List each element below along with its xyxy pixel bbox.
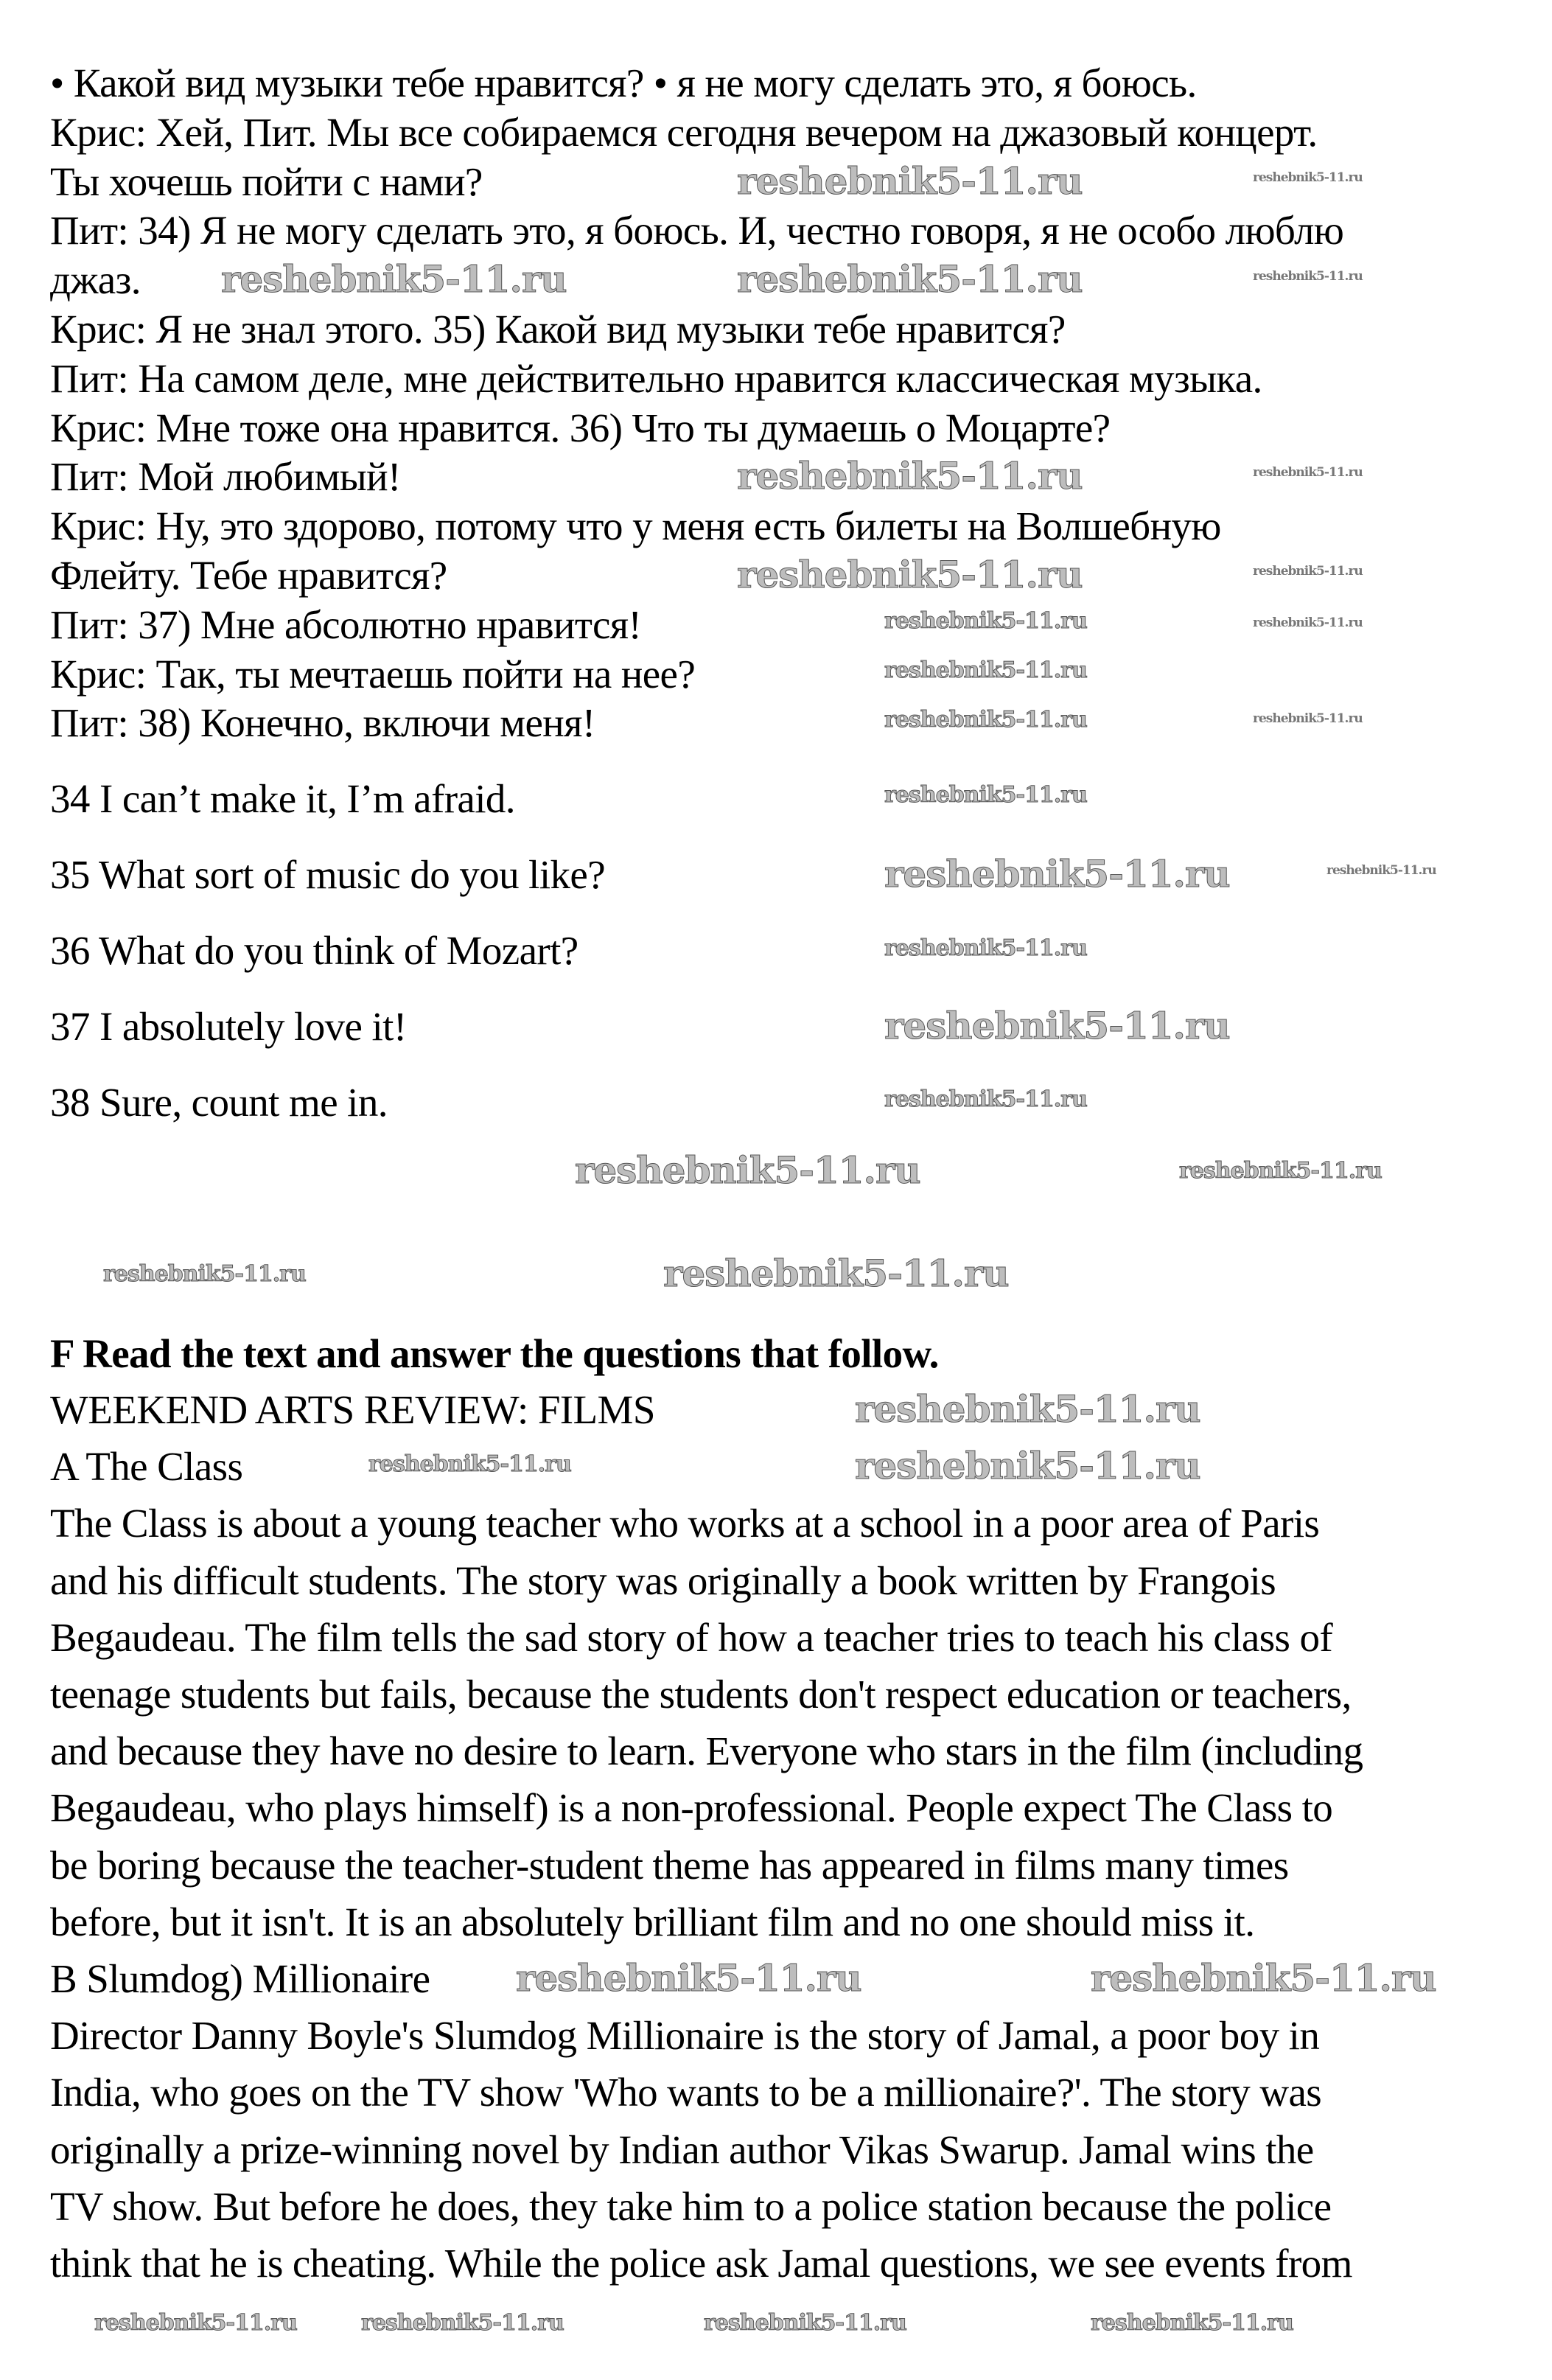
- watermark: reshebnik5-11.ru: [1326, 863, 1436, 878]
- watermark: reshebnik5-11.ru: [884, 707, 1087, 733]
- watermark: reshebnik5-11.ru: [704, 2310, 906, 2336]
- watermark: reshebnik5-11.ru: [884, 1086, 1087, 1112]
- watermark: reshebnik5-11.ru: [737, 454, 1083, 498]
- paragraph-line: and his difficult students. The story was originally a book written by Frangois: [50, 1557, 1276, 1603]
- paragraph-line: teenage students but fails, because the students don't respect education or teachers,: [50, 1672, 1352, 1717]
- watermark: reshebnik5-11.ru: [663, 1252, 1009, 1295]
- watermark: reshebnik5-11.ru: [516, 1956, 861, 2000]
- dialogue-line: • Какой вид музыки тебе нравится? • я не могу сделать это, я боюсь.: [50, 60, 1197, 105]
- paragraph-line: India, who goes on the TV show 'Who wants to be a millionaire?'. The story was: [50, 2070, 1322, 2115]
- watermark: reshebnik5-11.ru: [884, 1004, 1230, 1047]
- dialogue-line: Флейту. Тебе нравится?: [50, 553, 447, 598]
- section-subheading: A The Class: [50, 1444, 243, 1490]
- dialogue-line: Крис: Хей, Пит. Мы все собираемся сегодня вечером на джазовый концерт.: [50, 109, 1318, 155]
- paragraph-line: Begaudeau. The film tells the sad story of how a teacher tries to teach his class of: [50, 1614, 1333, 1660]
- watermark: reshebnik5-11.ru: [737, 553, 1083, 596]
- dialogue-line: Ты хочешь пойти с нами?: [50, 158, 483, 204]
- section-heading: F Read the text and answer the questions that follow.: [50, 1331, 939, 1376]
- watermark: reshebnik5-11.ru: [1253, 170, 1363, 185]
- answer-line: 38 Sure, count me in.: [50, 1080, 388, 1125]
- paragraph-line: think that he is cheating. While the police ask Jamal questions, we see events from: [50, 2241, 1352, 2286]
- watermark: reshebnik5-11.ru: [855, 1444, 1200, 1487]
- watermark: reshebnik5-11.ru: [1253, 711, 1363, 726]
- dialogue-line: джаз.: [50, 257, 141, 303]
- watermark: reshebnik5-11.ru: [884, 657, 1087, 683]
- answer-line: 37 I absolutely love it!: [50, 1004, 407, 1049]
- paragraph-line: Begaudeau, who plays himself) is a non-professional. People expect The Class to: [50, 1785, 1333, 1831]
- watermark: reshebnik5-11.ru: [884, 935, 1087, 961]
- watermark: reshebnik5-11.ru: [884, 852, 1230, 896]
- watermark: reshebnik5-11.ru: [884, 608, 1087, 634]
- paragraph-line: and because they have no desire to learn. Everyone who stars in the film (including: [50, 1728, 1363, 1774]
- watermark: reshebnik5-11.ru: [1179, 1158, 1382, 1184]
- watermark: reshebnik5-11.ru: [94, 2310, 297, 2336]
- paragraph-line: Director Danny Boyle's Slumdog Millionaire is the story of Jamal, a poor boy in: [50, 2013, 1320, 2059]
- watermark: reshebnik5-11.ru: [368, 1451, 571, 1477]
- paragraph-line: be boring because the teacher-student theme has appeared in films many times: [50, 1842, 1289, 1888]
- dialogue-line: Крис: Так, ты мечтаешь пойти на нее?: [50, 651, 696, 697]
- watermark: reshebnik5-11.ru: [1091, 2310, 1293, 2336]
- section-subheading: B Slumdog) Millionaire: [50, 1956, 430, 2001]
- watermark: reshebnik5-11.ru: [1253, 269, 1363, 284]
- watermark: reshebnik5-11.ru: [575, 1148, 920, 1192]
- dialogue-line: Пит: На самом деле, мне действительно нравится классическая музыка.: [50, 355, 1262, 401]
- dialogue-line: Крис: Я не знал этого. 35) Какой вид музыки тебе нравится?: [50, 307, 1066, 352]
- watermark: reshebnik5-11.ru: [221, 257, 567, 301]
- watermark: reshebnik5-11.ru: [361, 2310, 564, 2336]
- dialogue-line: Крис: Мне тоже она нравится. 36) Что ты думаешь о Моцарте?: [50, 405, 1111, 450]
- answer-line: 35 What sort of music do you like?: [50, 852, 606, 897]
- dialogue-line: Пит: 38) Конечно, включи меня!: [50, 700, 595, 746]
- dialogue-line: Пит: 37) Мне абсолютно нравится!: [50, 601, 642, 647]
- watermark: reshebnik5-11.ru: [737, 257, 1083, 301]
- paragraph-line: before, but it isn't. It is an absolutely brilliant film and no one should miss it.: [50, 1899, 1255, 1944]
- dialogue-line: Крис: Ну, это здорово, потому что у меня есть билеты на Волшебную: [50, 503, 1221, 549]
- answer-line: 34 I can’t make it, I’m afraid.: [50, 776, 515, 821]
- watermark: reshebnik5-11.ru: [103, 1261, 306, 1287]
- watermark: reshebnik5-11.ru: [1253, 564, 1363, 579]
- watermark: reshebnik5-11.ru: [1253, 465, 1363, 480]
- dialogue-line: Пит: 34) Я не могу сделать это, я боюсь. И, честно говоря, я не особо люблю: [50, 208, 1344, 254]
- paragraph-line: TV show. But before he does, they take him to a police station because the police: [50, 2183, 1332, 2229]
- watermark: reshebnik5-11.ru: [1091, 1956, 1436, 2000]
- paragraph-line: originally a prize-winning novel by Indian author Vikas Swarup. Jamal wins the: [50, 2126, 1314, 2172]
- watermark: reshebnik5-11.ru: [737, 159, 1083, 203]
- watermark: reshebnik5-11.ru: [855, 1387, 1200, 1431]
- dialogue-line: Пит: Мой любимый!: [50, 454, 401, 500]
- paragraph-line: The Class is about a young teacher who works at a school in a poor area of Paris: [50, 1501, 1320, 1546]
- answer-line: 36 What do you think of Mozart?: [50, 928, 578, 973]
- watermark: reshebnik5-11.ru: [884, 782, 1087, 808]
- watermark: reshebnik5-11.ru: [1253, 615, 1363, 630]
- section-subheading: WEEKEND ARTS REVIEW: FILMS: [50, 1387, 655, 1432]
